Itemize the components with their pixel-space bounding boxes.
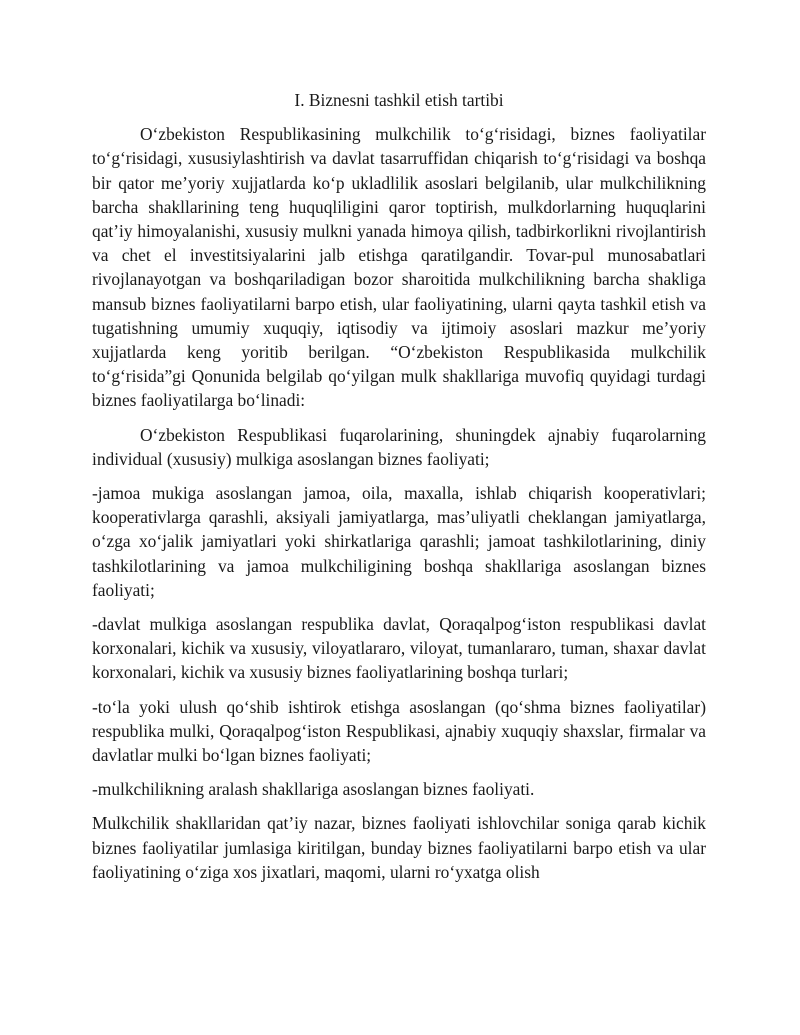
paragraph-collective-ownership: -jamoa mukiga asoslangan jamoa, oila, maxalla, ishlab chiqarish kooperativlari; kooperativlarga qarashli, aksiyali jamiyatlarga, mas’uliyatli cheklangan jamiyatlarga, o‘zga xo‘jalik jamiyatlari yoki shirkatlariga qarashli; jamoat tashkilotlarining, diniy tashkilotlarining va jamoa mulkchiligining boshqa shakllariga asoslangan biznes faoliyati; [92,483,706,600]
paragraph-intro: O‘zbekiston Respublikasining mulkchilik to‘g‘risidagi, biznes faoliyatilar to‘g‘risidagi, xususiylashtirish va davlat tasarruffidan chiqarish to‘g‘risidagi va boshqa bir qator me’yoriy xujjatlarda ko‘p ukladlilik asoslari belgilanib, ular mulkchilikning barcha shakllarining teng huquqliligini qaror toptirish, mulkdorlarning huquqlarini qat’iy himoyalanishi, xususiy mulkni yanada himoya qilish, tadbirkorlikni rivojlantirish va chet el investitsiyalarini jalb etishga qaratilgandir. Tovar-pul munosabatlari rivojlanayotgan va boshqariladigan bozor sharoitida mulkchilikning barcha shakliga mansub biznes faoliyatilarni barpo etish, ular faoliyatining, ularni qayta tashkil etish va tugatishning umumiy xuquqiy, iqtisodiy va ijtimoiy asoslari mazkur me’yoriy xujjatlarda keng yoritib berilgan. “O‘zbekiston Respublikasida mulkchilik to‘g‘risida”gi Qonunida belgilab qo‘yilgan mulk shakllariga muvofiq quyidagi turdagi biznes faoliyatilarga bo‘linadi: [92,124,706,411]
paragraph-individual-ownership: O‘zbekiston Respublikasi fuqarolarining, shuningdek ajnabiy fuqarolarning individual (xususiy) mulkiga asoslangan biznes faoliyati; [92,424,706,469]
paragraph-small-business: Mulkchilik shakllaridan qat’iy nazar, biznes faoliyati ishlovchilar soniga qarab kichik biznes faoliyatilar jumlasiga kiritilgan, bunday biznes faoliyatilarni barpo etish va ular faoliyatining o‘ziga xos jixatlari, maqomi, ularni ro‘yxatga olish [92,813,706,882]
document-page [92,88,706,894]
paragraph-joint-ventures: -to‘la yoki ulush qo‘shib ishtirok etishga asoslangan (qo‘shma biznes faoliyatilar) respublika mulki, Qoraqalpog‘iston Respublikasi, ajnabiy xuquqiy shaxslar, firmalar va davlatlar mulki bo‘lgan biznes faoliyati; [92,696,706,766]
section-title: I. Biznesni tashkil etish tartibi [294,90,504,110]
paragraph-state-ownership: -davlat mulkiga asoslangan respublika davlat, Qoraqalpog‘iston respublikasi davlat korxonalari, kichik va xususiy, viloyatlararo, viloyat, tumanlararo, tuman, shaxar davlat korxonalari, kichik va xususiy biznes faoliyatlarining boshqa turlari; [92,614,706,683]
paragraph-mixed-ownership: -mulkchilikning aralash shakllariga asoslangan biznes faoliyati. [92,779,535,800]
